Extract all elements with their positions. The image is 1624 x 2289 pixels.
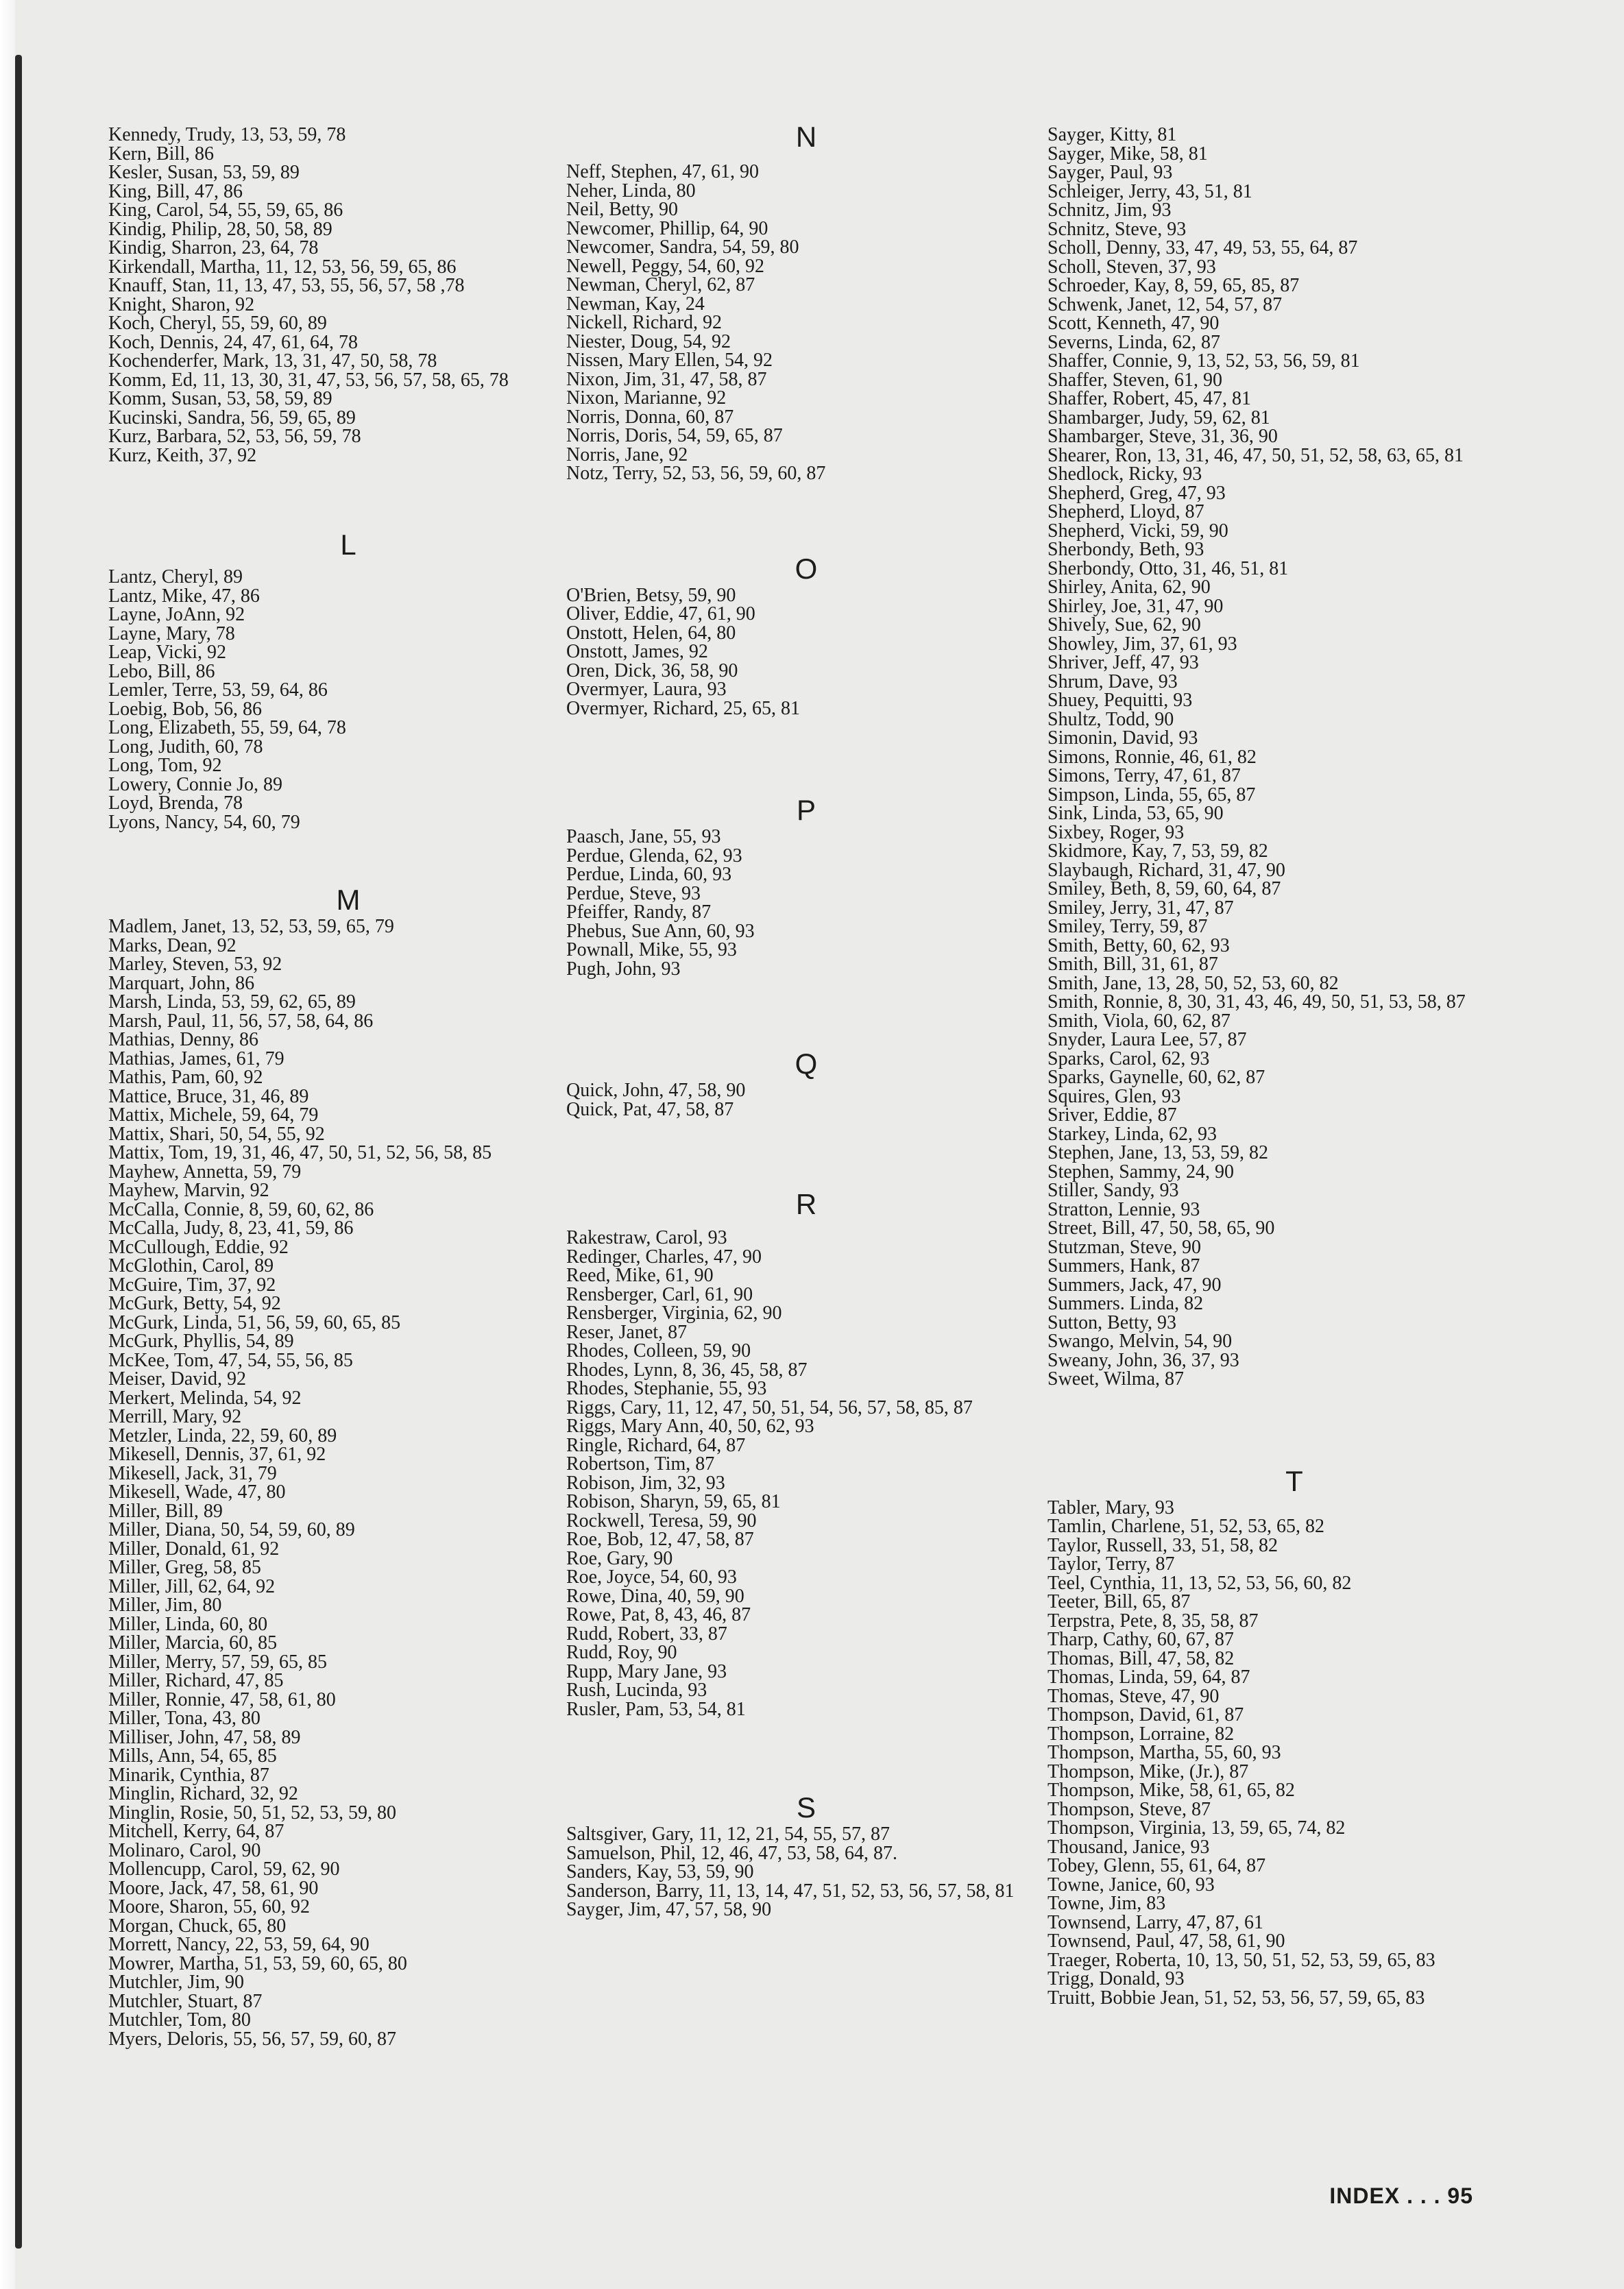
- index-entry: Perdue, Glenda, 62, 93: [566, 845, 742, 867]
- index-entry: Stutzman, Steve, 90: [1047, 1236, 1201, 1258]
- index-entry: Mitchell, Kerry, 64, 87: [108, 1821, 284, 1842]
- index-entry: Lantz, Cheryl, 89: [108, 566, 243, 588]
- index-entry: Roe, Gary, 90: [566, 1547, 673, 1569]
- index-entry: Rowe, Pat, 8, 43, 46, 87: [566, 1604, 751, 1625]
- index-column-3: [1047, 125, 1541, 2007]
- index-entry: Shrum, Dave, 93: [1047, 670, 1178, 692]
- index-entry: Sriver, Eddie, 87: [1047, 1104, 1177, 1126]
- index-entry: Mikesell, Dennis, 37, 61, 92: [108, 1444, 326, 1465]
- index-entry: Pownall, Mike, 55, 93: [566, 939, 737, 960]
- index-entry: Lyons, Nancy, 54, 60, 79: [108, 811, 300, 833]
- index-entry: Thompson, Steve, 87: [1047, 1798, 1211, 1820]
- index-entry: Simons, Ronnie, 46, 61, 82: [1047, 746, 1257, 768]
- index-entry: Shepherd, Lloyd, 87: [1047, 501, 1204, 522]
- index-entry: Saltsgiver, Gary, 11, 12, 21, 54, 55, 57, 87: [566, 1824, 890, 1845]
- index-entry: Shultz, Todd, 90: [1047, 708, 1174, 730]
- index-entry: Scholl, Denny, 33, 47, 49, 53, 55, 64, 87: [1047, 237, 1358, 258]
- index-column-2: [566, 121, 1046, 1920]
- index-entry: Mutchler, Jim, 90: [108, 1972, 244, 1993]
- index-entry: Taylor, Russell, 33, 51, 58, 82: [1047, 1534, 1278, 1556]
- index-entry: Neher, Linda, 80: [566, 180, 696, 202]
- index-entry: Milliser, John, 47, 58, 89: [108, 1726, 301, 1748]
- index-entry: Riggs, Cary, 11, 12, 47, 50, 51, 54, 56, 57, 58, 85, 87: [566, 1396, 973, 1418]
- index-entry: Truitt, Bobbie Jean, 51, 52, 53, 56, 57, 59, 65, 83: [1047, 1987, 1425, 2009]
- index-entry: McGurk, Phyllis, 54, 89: [108, 1331, 294, 1352]
- index-entry: Rusler, Pam, 53, 54, 81: [566, 1698, 746, 1720]
- index-entry: Reser, Janet, 87: [566, 1321, 688, 1343]
- index-entry: Shambarger, Judy, 59, 62, 81: [1047, 407, 1270, 428]
- index-entry: Loyd, Brenda, 78: [108, 792, 243, 814]
- index-entry: Layne, Mary, 78: [108, 622, 235, 644]
- index-entry: Thomas, Bill, 47, 58, 82: [1047, 1647, 1235, 1669]
- index-entry: Stratton, Lennie, 93: [1047, 1198, 1200, 1220]
- index-entry: Moore, Jack, 47, 58, 61, 90: [108, 1877, 319, 1899]
- index-entry: McGurk, Linda, 51, 56, 59, 60, 65, 85: [108, 1311, 401, 1333]
- t-entries: [1047, 1499, 1541, 2008]
- index-entry: Trigg, Donald, 93: [1047, 1968, 1185, 1989]
- m-entries: [108, 917, 588, 2048]
- index-entry: Smiley, Jerry, 31, 47, 87: [1047, 897, 1234, 919]
- index-entry: Simpson, Linda, 55, 65, 87: [1047, 784, 1256, 806]
- index-entry: Shirley, Joe, 31, 47, 90: [1047, 595, 1224, 617]
- index-entry: Miller, Bill, 89: [108, 1500, 223, 1522]
- index-entry: Sherbondy, Otto, 31, 46, 51, 81: [1047, 557, 1289, 579]
- index-entry: Rush, Lucinda, 93: [566, 1680, 707, 1701]
- index-entry: Stephen, Jane, 13, 53, 59, 82: [1047, 1142, 1268, 1163]
- index-entry: Shaffer, Connie, 9, 13, 52, 53, 56, 59, 81: [1047, 350, 1360, 372]
- index-entry: Sweany, John, 36, 37, 93: [1047, 1349, 1239, 1371]
- index-entry: Onstott, Helen, 64, 80: [566, 622, 736, 644]
- index-entry: Madlem, Janet, 13, 52, 53, 59, 65, 79: [108, 916, 394, 937]
- index-entry: Rockwell, Teresa, 59, 90: [566, 1510, 757, 1531]
- index-entry: Starkey, Linda, 62, 93: [1047, 1123, 1217, 1145]
- index-entry: Neff, Stephen, 47, 61, 90: [566, 161, 759, 182]
- index-entry: Nissen, Mary Ellen, 54, 92: [566, 350, 773, 371]
- index-entry: Miller, Marcia, 60, 85: [108, 1632, 278, 1654]
- heading-m: M: [336, 884, 361, 916]
- index-entry: Sayger, Jim, 47, 57, 58, 90: [566, 1899, 772, 1920]
- index-entry: Reed, Mike, 61, 90: [566, 1265, 714, 1286]
- index-entry: Myers, Deloris, 55, 56, 57, 59, 60, 87: [108, 2028, 396, 2050]
- index-entry: Marsh, Linda, 53, 59, 62, 65, 89: [108, 991, 356, 1013]
- index-entry: Rudd, Roy, 90: [566, 1642, 677, 1663]
- index-entry: Robison, Sharyn, 59, 65, 81: [566, 1491, 781, 1512]
- index-entry: Shepherd, Greg, 47, 93: [1047, 482, 1226, 504]
- index-entry: Sayger, Paul, 93: [1047, 162, 1173, 183]
- index-entry: Schwenk, Janet, 12, 54, 57, 87: [1047, 293, 1283, 315]
- index-entry: Street, Bill, 47, 50, 58, 65, 90: [1047, 1218, 1275, 1239]
- index-entry: Miller, Tona, 43, 80: [108, 1708, 260, 1729]
- index-entry: Lantz, Mike, 47, 86: [108, 585, 260, 607]
- index-entry: Sweet, Wilma, 87: [1047, 1368, 1184, 1390]
- index-entry: Oren, Dick, 36, 58, 90: [566, 659, 738, 681]
- index-entry: Mills, Ann, 54, 65, 85: [108, 1745, 277, 1767]
- index-entry: Shuey, Pequitti, 93: [1047, 690, 1193, 711]
- index-entry: Molinaro, Carol, 90: [108, 1839, 261, 1861]
- index-entry: Smith, Betty, 60, 62, 93: [1047, 934, 1230, 956]
- index-entry: Rhodes, Lynn, 8, 36, 45, 58, 87: [566, 1359, 808, 1381]
- index-entry: Stiller, Sandy, 93: [1047, 1180, 1179, 1201]
- l-entries: [108, 568, 588, 832]
- index-entry: Shaffer, Robert, 45, 47, 81: [1047, 388, 1251, 409]
- index-entry: Sherbondy, Beth, 93: [1047, 539, 1204, 560]
- index-entry: Shedlock, Ricky, 93: [1047, 463, 1202, 485]
- index-entry: Moore, Sharon, 55, 60, 92: [108, 1896, 310, 1917]
- index-entry: Scott, Kenneth, 47, 90: [1047, 313, 1220, 334]
- index-entry: Schleiger, Jerry, 43, 51, 81: [1047, 180, 1252, 202]
- index-entry: Summers, Hank, 87: [1047, 1255, 1200, 1276]
- index-entry: Smith, Bill, 31, 61, 87: [1047, 954, 1218, 975]
- index-entry: Loebig, Bob, 56, 86: [108, 698, 262, 720]
- index-entry: Shambarger, Steve, 31, 36, 90: [1047, 426, 1278, 447]
- index-entry: Severns, Linda, 62, 87: [1047, 331, 1220, 353]
- index-entry: Perdue, Steve, 93: [566, 882, 701, 904]
- index-entry: Minglin, Rosie, 50, 51, 52, 53, 59, 80: [108, 1802, 397, 1824]
- index-entry: Sayger, Kitty, 81: [1047, 124, 1177, 145]
- index-entry: Riggs, Mary Ann, 40, 50, 62, 93: [566, 1416, 814, 1437]
- index-entry: Rensberger, Virginia, 62, 90: [566, 1303, 782, 1324]
- index-entry: Snyder, Laura Lee, 57, 87: [1047, 1029, 1247, 1050]
- index-entry: Overmyer, Laura, 93: [566, 679, 727, 700]
- index-entry: Shively, Sue, 62, 90: [1047, 614, 1201, 635]
- index-entry: Mikesell, Wade, 47, 80: [108, 1481, 286, 1503]
- index-entry: Lowery, Connie Jo, 89: [108, 773, 283, 795]
- index-entry: Smiley, Terry, 59, 87: [1047, 916, 1208, 937]
- index-entry: Shearer, Ron, 13, 31, 46, 47, 50, 51, 52, 58, 63, 65, 81: [1047, 444, 1464, 466]
- heading-o: O: [795, 552, 818, 585]
- binding-edge: [15, 55, 22, 2249]
- heading-n: N: [795, 121, 817, 153]
- index-entry: Mathias, Denny, 86: [108, 1029, 259, 1050]
- index-entry: Pugh, John, 93: [566, 958, 681, 980]
- index-entry: Shepherd, Vicki, 59, 90: [1047, 520, 1228, 542]
- index-entry: Kindig, Sharron, 23, 64, 78: [108, 237, 319, 258]
- q-entries: [566, 1081, 1046, 1119]
- index-entry: Thompson, Mike, (Jr.), 87: [1047, 1760, 1249, 1782]
- index-entry: Meiser, David, 92: [108, 1368, 247, 1390]
- index-entry: Rensberger, Carl, 61, 90: [566, 1283, 753, 1305]
- index-entry: Tharp, Cathy, 60, 67, 87: [1047, 1629, 1234, 1650]
- index-entry: Thompson, Virginia, 13, 59, 65, 74, 82: [1047, 1817, 1346, 1839]
- index-entry: Kindig, Philip, 28, 50, 58, 89: [108, 218, 332, 240]
- heading-t: T: [1285, 1464, 1303, 1497]
- index-entry: Miller, Greg, 58, 85: [108, 1557, 261, 1578]
- index-entry: Swango, Melvin, 54, 90: [1047, 1331, 1233, 1352]
- index-entry: Morgan, Chuck, 65, 80: [108, 1915, 287, 1937]
- index-entry: Merrill, Mary, 92: [108, 1406, 242, 1427]
- index-entry: Morrett, Nancy, 22, 53, 59, 64, 90: [108, 1934, 369, 1955]
- index-entry: Metzler, Linda, 22, 59, 60, 89: [108, 1425, 337, 1446]
- index-entry: Norris, Jane, 92: [566, 444, 688, 465]
- index-entry: King, Bill, 47, 86: [108, 180, 243, 202]
- index-entry: Stephen, Sammy, 24, 90: [1047, 1161, 1234, 1183]
- index-entry: Kirkendall, Martha, 11, 12, 53, 56, 59, 65, 86: [108, 256, 457, 278]
- index-entry: Long, Tom, 92: [108, 755, 222, 776]
- index-entry: Nixon, Marianne, 92: [566, 387, 727, 409]
- index-entry: Long, Judith, 60, 78: [108, 736, 263, 758]
- index-entry: Merkert, Melinda, 54, 92: [108, 1387, 302, 1409]
- index-entry: Rowe, Dina, 40, 59, 90: [566, 1585, 744, 1607]
- index-entry: Simons, Terry, 47, 61, 87: [1047, 765, 1241, 786]
- k-entries: [108, 125, 588, 465]
- index-entry: Rudd, Robert, 33, 87: [566, 1623, 727, 1645]
- index-entry: Sutton, Betty, 93: [1047, 1311, 1176, 1333]
- index-entry: Newman, Kay, 24: [566, 293, 705, 315]
- index-entry: Mikesell, Jack, 31, 79: [108, 1462, 277, 1484]
- index-entry: Shirley, Anita, 62, 90: [1047, 577, 1211, 598]
- index-entry: Kurz, Barbara, 52, 53, 56, 59, 78: [108, 426, 361, 447]
- index-entry: Mayhew, Marvin, 92: [108, 1180, 269, 1201]
- index-entry: Thompson, Martha, 55, 60, 93: [1047, 1742, 1281, 1763]
- index-entry: Leap, Vicki, 92: [108, 642, 226, 663]
- index-entry: Robison, Jim, 32, 93: [566, 1472, 725, 1494]
- heading-r: R: [795, 1188, 817, 1220]
- index-entry: Quick, John, 47, 58, 90: [566, 1080, 746, 1101]
- index-entry: Niester, Doug, 54, 92: [566, 330, 731, 352]
- index-entry: Neil, Betty, 90: [566, 199, 679, 220]
- index-entry: Schnitz, Jim, 93: [1047, 199, 1172, 221]
- index-entry: Robertson, Tim, 87: [566, 1453, 715, 1475]
- index-entry: Newman, Cheryl, 62, 87: [566, 274, 755, 295]
- index-entry: Sayger, Mike, 58, 81: [1047, 143, 1208, 165]
- heading-p: P: [796, 794, 816, 826]
- index-entry: Norris, Donna, 60, 87: [566, 406, 734, 428]
- index-entry: Miller, Diana, 50, 54, 59, 60, 89: [108, 1519, 355, 1540]
- index-entry: Oliver, Eddie, 47, 61, 90: [566, 603, 755, 625]
- index-entry: Kochenderfer, Mark, 13, 31, 47, 50, 58, 78: [108, 350, 437, 372]
- index-entry: Minglin, Richard, 32, 92: [108, 1783, 298, 1804]
- index-entry: Schnitz, Steve, 93: [1047, 218, 1187, 240]
- index-entry: Miller, Donald, 61, 92: [108, 1538, 280, 1560]
- index-entry: Scholl, Steven, 37, 93: [1047, 256, 1216, 278]
- index-entry: McGuire, Tim, 37, 92: [108, 1274, 276, 1296]
- index-entry: Mathias, James, 61, 79: [108, 1047, 284, 1069]
- index-entry: Teeter, Bill, 65, 87: [1047, 1591, 1191, 1612]
- index-entry: Sanders, Kay, 53, 59, 90: [566, 1861, 754, 1882]
- index-entry: Shaffer, Steven, 61, 90: [1047, 369, 1222, 391]
- index-entry: McKee, Tom, 47, 54, 55, 56, 85: [108, 1349, 353, 1371]
- index-entry: Marley, Steven, 53, 92: [108, 954, 282, 975]
- index-entry: Miller, Jill, 62, 64, 92: [108, 1575, 276, 1597]
- index-entry: Rakestraw, Carol, 93: [566, 1227, 727, 1248]
- index-entry: Redinger, Charles, 47, 90: [566, 1246, 762, 1268]
- index-entry: McCalla, Judy, 8, 23, 41, 59, 86: [108, 1218, 354, 1239]
- index-entry: Roe, Bob, 12, 47, 58, 87: [566, 1529, 754, 1550]
- index-entry: Perdue, Linda, 60, 93: [566, 864, 732, 885]
- index-entry: Komm, Susan, 53, 58, 59, 89: [108, 388, 332, 409]
- index-entry: McGlothin, Carol, 89: [108, 1255, 274, 1276]
- index-entry: Mattix, Tom, 19, 31, 46, 47, 50, 51, 52, 56, 58, 85: [108, 1142, 492, 1163]
- index-entry: Summers, Jack, 47, 90: [1047, 1274, 1222, 1296]
- index-entry: Notz, Terry, 52, 53, 56, 59, 60, 87: [566, 463, 826, 484]
- index-entry: Sanderson, Barry, 11, 13, 14, 47, 51, 52, 53, 56, 57, 58, 81: [566, 1880, 1015, 1902]
- index-entry: Thompson, Mike, 58, 61, 65, 82: [1047, 1780, 1295, 1801]
- index-entry: Layne, JoAnn, 92: [108, 604, 245, 625]
- index-entry: Sparks, Carol, 62, 93: [1047, 1047, 1210, 1069]
- index-entry: McCalla, Connie, 8, 59, 60, 62, 86: [108, 1198, 374, 1220]
- index-column-1: [108, 125, 588, 2048]
- index-entry: Towne, Janice, 60, 93: [1047, 1874, 1215, 1896]
- index-entry: Mollencupp, Carol, 59, 62, 90: [108, 1858, 340, 1880]
- index-entry: King, Carol, 54, 55, 59, 65, 86: [108, 199, 343, 221]
- index-entry: Terpstra, Pete, 8, 35, 58, 87: [1047, 1610, 1259, 1632]
- index-entry: Phebus, Sue Ann, 60, 93: [566, 920, 755, 942]
- index-entry: Koch, Cheryl, 55, 59, 60, 89: [108, 313, 327, 334]
- index-entry: Tabler, Mary, 93: [1047, 1497, 1174, 1518]
- index-entry: Minarik, Cynthia, 87: [108, 1764, 269, 1786]
- index-entry: McCullough, Eddie, 92: [108, 1236, 289, 1258]
- index-entry: Skidmore, Kay, 7, 53, 59, 82: [1047, 840, 1268, 862]
- index-entry: Mathis, Pam, 60, 92: [108, 1067, 263, 1088]
- index-entry: Squires, Glen, 93: [1047, 1085, 1181, 1107]
- index-entry: Traeger, Roberta, 10, 13, 50, 51, 52, 53, 59, 65, 83: [1047, 1949, 1435, 1971]
- index-entry: Mattix, Shari, 50, 54, 55, 92: [108, 1123, 325, 1145]
- index-entry: Norris, Doris, 54, 59, 65, 87: [566, 425, 783, 446]
- index-entry: Summers. Linda, 82: [1047, 1293, 1204, 1314]
- index-entry: Kesler, Susan, 53, 59, 89: [108, 162, 300, 183]
- index-entry: Koch, Dennis, 24, 47, 61, 64, 78: [108, 331, 358, 353]
- index-entry: Newcomer, Phillip, 64, 90: [566, 217, 768, 239]
- index-entry: Quick, Pat, 47, 58, 87: [566, 1098, 734, 1120]
- index-entry: Kennedy, Trudy, 13, 53, 59, 78: [108, 124, 346, 145]
- index-entry: Rupp, Mary Jane, 93: [566, 1660, 727, 1682]
- index-entry: Kucinski, Sandra, 56, 59, 65, 89: [108, 407, 356, 428]
- index-entry: Kurz, Keith, 37, 92: [108, 444, 257, 466]
- index-entry: Miller, Richard, 47, 85: [108, 1670, 284, 1691]
- index-entry: Sink, Linda, 53, 65, 90: [1047, 803, 1224, 824]
- index-entry: Ringle, Richard, 64, 87: [566, 1434, 746, 1456]
- heading-s: S: [796, 1791, 816, 1824]
- index-entry: O'Brien, Betsy, 59, 90: [566, 584, 736, 606]
- index-entry: Showley, Jim, 37, 61, 93: [1047, 633, 1237, 655]
- index-entry: Townsend, Paul, 47, 58, 61, 90: [1047, 1930, 1285, 1952]
- index-entry: Thomas, Linda, 59, 64, 87: [1047, 1667, 1250, 1688]
- index-entry: Sparks, Gaynelle, 60, 62, 87: [1047, 1067, 1265, 1088]
- index-entry: Lemler, Terre, 53, 59, 64, 86: [108, 679, 328, 701]
- page-footer-index: INDEX . . . 95: [1329, 2183, 1473, 2208]
- index-entry: Thompson, Lorraine, 82: [1047, 1723, 1235, 1745]
- index-entry: Miller, Jim, 80: [108, 1595, 222, 1616]
- index-entry: Simonin, David, 93: [1047, 727, 1198, 749]
- index-entry: Smith, Ronnie, 8, 30, 31, 43, 46, 49, 50, 51, 53, 58, 87: [1047, 991, 1466, 1013]
- index-entry: Tobey, Glenn, 55, 61, 64, 87: [1047, 1855, 1266, 1876]
- heading-q: Q: [795, 1047, 818, 1080]
- index-entry: Komm, Ed, 11, 13, 30, 31, 47, 53, 56, 57, 58, 65, 78: [108, 369, 509, 391]
- index-entry: Knauff, Stan, 11, 13, 47, 53, 55, 56, 57, 58 ,78: [108, 275, 465, 296]
- index-entry: Shriver, Jeff, 47, 93: [1047, 652, 1199, 673]
- index-entry: Roe, Joyce, 54, 60, 93: [566, 1566, 737, 1588]
- n-entries: [566, 162, 1046, 483]
- index-entry: Overmyer, Richard, 25, 65, 81: [566, 697, 801, 719]
- index-entry: Miller, Ronnie, 47, 58, 61, 80: [108, 1688, 336, 1710]
- index-entry: Marsh, Paul, 11, 56, 57, 58, 64, 86: [108, 1010, 374, 1032]
- index-entry: Newell, Peggy, 54, 60, 92: [566, 255, 765, 277]
- index-entry: Miller, Linda, 60, 80: [108, 1613, 268, 1635]
- index-entry: Rhodes, Colleen, 59, 90: [566, 1340, 751, 1361]
- index-entry: Mutchler, Tom, 80: [108, 2009, 251, 2031]
- index-entry: Nickell, Richard, 92: [566, 312, 723, 333]
- index-entry: Pfeiffer, Randy, 87: [566, 901, 712, 923]
- index-entry: Taylor, Terry, 87: [1047, 1553, 1175, 1575]
- index-entry: Nixon, Jim, 31, 47, 58, 87: [566, 368, 767, 390]
- index-entry: Kern, Bill, 86: [108, 143, 214, 165]
- index-entry: Mutchler, Stuart, 87: [108, 1990, 263, 2012]
- index-entry: Townsend, Larry, 47, 87, 61: [1047, 1911, 1264, 1933]
- r-entries: [566, 1228, 1046, 1719]
- p-entries: [566, 827, 1046, 978]
- index-entry: Smiley, Beth, 8, 59, 60, 64, 87: [1047, 878, 1281, 899]
- index-entry: Towne, Jim, 83: [1047, 1893, 1166, 1914]
- index-entry: Teel, Cynthia, 11, 13, 52, 53, 56, 60, 82: [1047, 1572, 1352, 1594]
- index-entry: McGurk, Betty, 54, 92: [108, 1293, 281, 1314]
- index-entry: Smith, Viola, 60, 62, 87: [1047, 1010, 1231, 1032]
- index-entry: Onstott, James, 92: [566, 641, 708, 662]
- index-entry: Sixbey, Roger, 93: [1047, 821, 1185, 843]
- index-entry: Mattice, Bruce, 31, 46, 89: [108, 1085, 309, 1107]
- index-entry: Tamlin, Charlene, 51, 52, 53, 65, 82: [1047, 1516, 1324, 1537]
- index-entry: Long, Elizabeth, 55, 59, 64, 78: [108, 717, 346, 738]
- index-entry: Slaybaugh, Richard, 31, 47, 90: [1047, 859, 1285, 881]
- o-entries: [566, 586, 1046, 718]
- index-entry: Marks, Dean, 92: [108, 934, 237, 956]
- index-entry: Newcomer, Sandra, 54, 59, 80: [566, 237, 799, 258]
- index-entry: Marquart, John, 86: [108, 972, 255, 994]
- index-entry: Mattix, Michele, 59, 64, 79: [108, 1104, 319, 1126]
- s-entries-col2: [566, 1825, 1046, 1919]
- index-entry: Mayhew, Annetta, 59, 79: [108, 1161, 302, 1183]
- heading-l: L: [340, 529, 356, 561]
- index-entry: Smith, Jane, 13, 28, 50, 52, 53, 60, 82: [1047, 972, 1339, 994]
- index-entry: Thomas, Steve, 47, 90: [1047, 1685, 1220, 1707]
- page-gutter: [0, 0, 15, 2289]
- index-entry: Mowrer, Martha, 51, 53, 59, 60, 65, 80: [108, 1952, 407, 1974]
- index-entry: Thousand, Janice, 93: [1047, 1836, 1210, 1858]
- index-entry: Rhodes, Stephanie, 55, 93: [566, 1378, 767, 1399]
- s-entries-col3: [1047, 125, 1541, 1389]
- index-entry: Thompson, David, 61, 87: [1047, 1704, 1244, 1725]
- index-entry: Samuelson, Phil, 12, 46, 47, 53, 58, 64, 87.: [566, 1842, 898, 1864]
- index-entry: Schroeder, Kay, 8, 59, 65, 85, 87: [1047, 275, 1300, 296]
- index-entry: Lebo, Bill, 86: [108, 660, 215, 682]
- index-entry: Paasch, Jane, 55, 93: [566, 826, 721, 847]
- index-entry: Miller, Merry, 57, 59, 65, 85: [108, 1651, 328, 1673]
- index-entry: Knight, Sharon, 92: [108, 293, 255, 315]
